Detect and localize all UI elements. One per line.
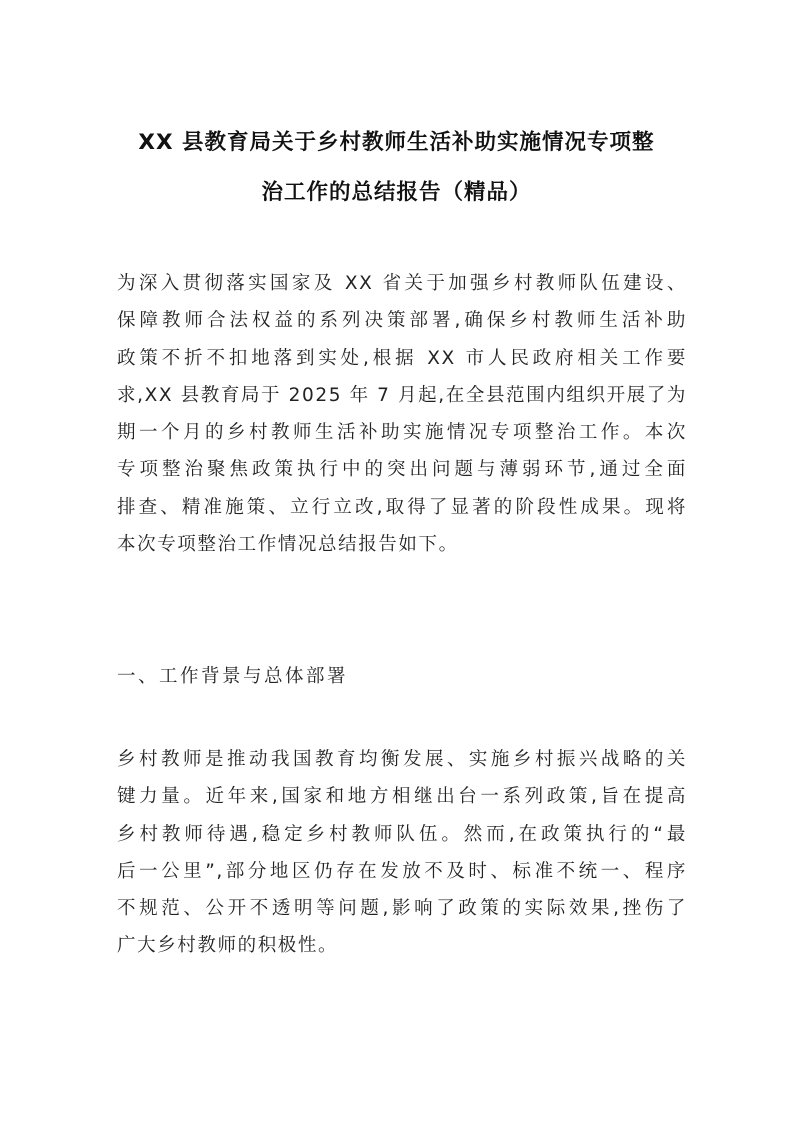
paragraph-line: 排查、精准施策、立行立改,取得了显著的阶段性成果。现将 [117,496,687,518]
paragraph-line: 不规范、公开不透明等问题,影响了政策的实际效果,挫伤了 [117,898,687,920]
document-title [0,118,793,218]
paragraph-line: 乡村教师是推动我国教育均衡发展、实施乡村振兴战略的关 [117,749,687,770]
background-paragraph [117,741,687,965]
title-line-2: 治工作的总结报告（精品） [261,180,532,205]
paragraph-line: 后一公里”,部分地区仍存在发放不及时、标准不统一、程序 [117,860,687,882]
paragraph-line: 期一个月的乡村教师生活补助实施情况专项整治工作。本次 [117,422,687,444]
paragraph-line: 政策不折不扣地落到实处,根据 XX 市人民政府相关工作要 [117,347,687,369]
paragraph-line: 键力量。近年来,国家和地方相继出台一系列政策,旨在提高 [117,786,687,808]
intro-paragraph [117,265,687,563]
paragraph-line: 保障教师合法权益的系列决策部署,确保乡村教师生活补助 [117,310,687,332]
paragraph-line: 为深入贯彻落实国家及 XX 省关于加强乡村教师队伍建设、 [117,273,687,294]
title-line-1: XX 县教育局关于乡村教师生活补助实施情况专项整 [138,130,655,155]
paragraph-line: 广大乡村教师的积极性。 [117,935,339,957]
paragraph-line: 专项整治聚焦政策执行中的突出问题与薄弱环节,通过全面 [117,459,687,481]
paragraph-line: 求,XX 县教育局于 2025 年 7 月起,在全县范围内组织开展了为 [117,384,687,406]
paragraph-line: 本次专项整治工作情况总结报告如下。 [117,534,459,556]
section-heading: 一、工作背景与总体部署 [117,666,349,687]
paragraph-line: 乡村教师待遇,稳定乡村教师队伍。然而,在政策执行的“最 [117,823,687,845]
